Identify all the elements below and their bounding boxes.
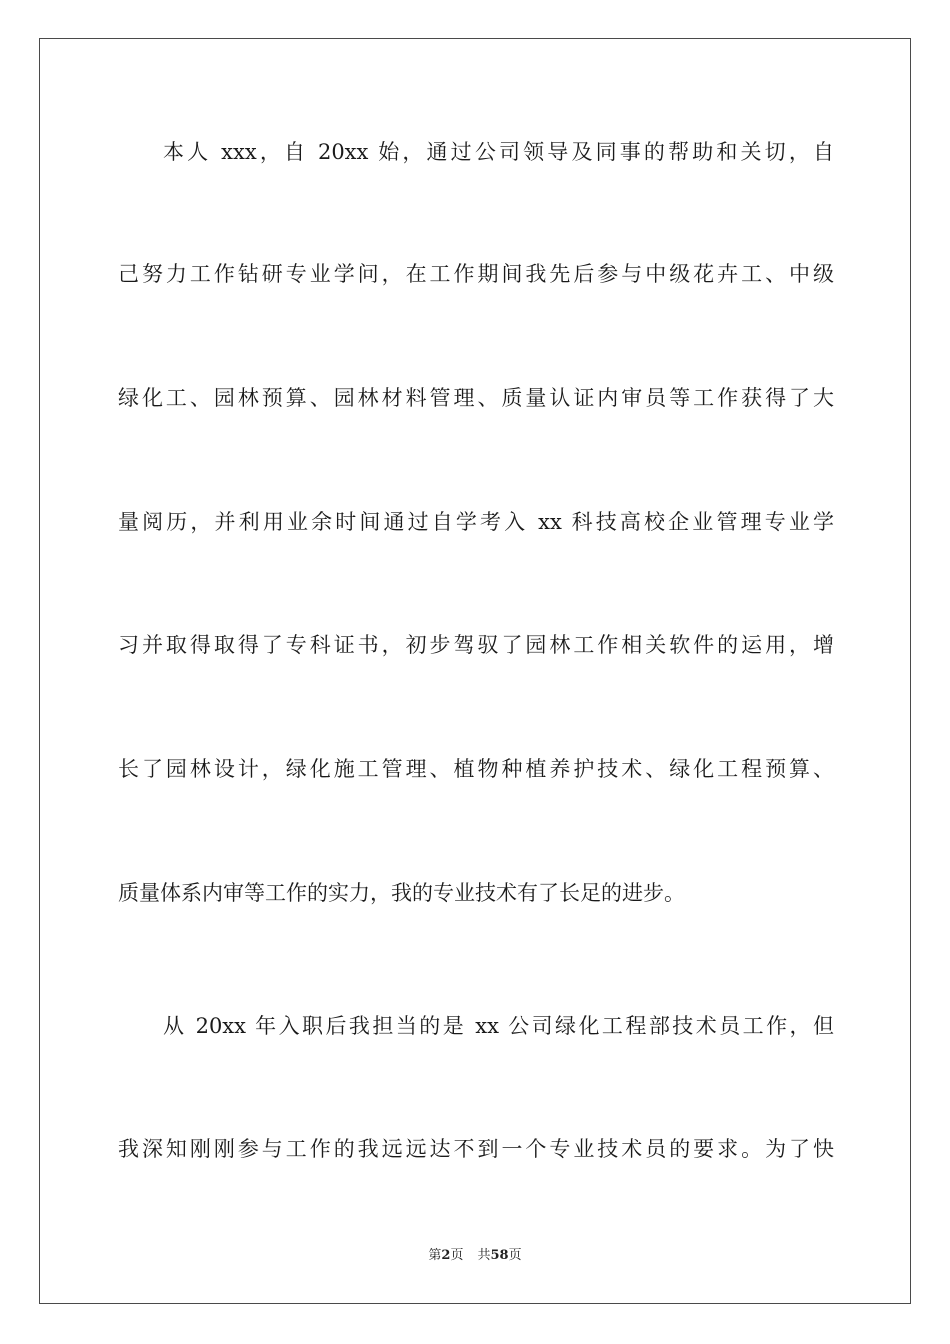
text-line: 我深知刚刚参与工作的我远远达不到一个专业技术员的要求。为了快	[118, 1137, 834, 1161]
total-prefix: 共	[477, 1248, 491, 1263]
page-footer	[0, 1247, 950, 1265]
total-pages: 58	[490, 1248, 509, 1263]
page-suffix: 页	[450, 1248, 464, 1263]
text-line: 质量体系内审等工作的实力，我的专业技术有了长足的进步。	[118, 881, 685, 905]
page-number: 2	[441, 1248, 451, 1263]
total-suffix: 页	[508, 1248, 522, 1263]
text-line: 从 20xx 年入职后我担当的是 xx 公司绿化工程部技术员工作，但	[163, 1014, 834, 1038]
text-line: 本人 xxx，自 20xx 始，通过公司领导及同事的帮助和关切，自	[163, 140, 834, 164]
text-line: 长了园林设计，绿化施工管理、植物种植养护技术、绿化工程预算、	[118, 757, 834, 781]
text-line: 己努力工作钻研专业学问，在工作期间我先后参与中级花卉工、中级	[118, 262, 834, 286]
page-prefix: 第	[428, 1248, 442, 1263]
text-line: 习并取得取得了专科证书，初步驾驭了园林工作相关软件的运用，增	[118, 633, 834, 657]
page-border	[39, 38, 911, 1304]
text-line: 绿化工、园林预算、园林材料管理、质量认证内审员等工作获得了大	[118, 386, 834, 410]
text-line: 量阅历，并利用业余时间通过自学考入 xx 科技高校企业管理专业学	[118, 510, 834, 534]
